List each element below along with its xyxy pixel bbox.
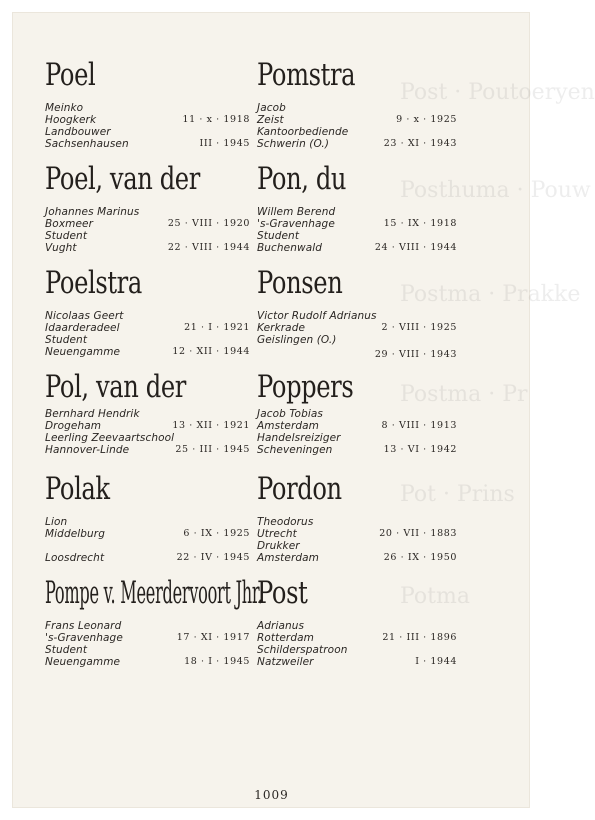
given-name: Bernhard Hendrik [45,408,140,420]
death-place: Hannover-Linde [45,444,130,456]
entry-details [45,516,250,564]
birth-row [45,420,250,432]
death-date: 12 · XII · 1944 [172,346,250,357]
surname: Poppers [257,369,354,405]
entry-pon-du [257,162,457,254]
given-name-row [45,516,250,528]
occupation: Student [45,644,88,656]
occupation: Landbouwer [45,126,111,138]
birth-date: 13 · XII · 1921 [172,420,250,431]
given-name-row [45,620,250,632]
surname: Poel [45,57,96,93]
death-place: Sachsenhausen [45,138,129,150]
entry-details [257,206,457,254]
birth-place: Utrecht [257,528,297,540]
birth-row [257,632,457,644]
death-place-row [257,334,457,346]
birth-row [45,632,250,644]
birth-place: Boxmeer [45,218,94,230]
birth-date: 15 · IX · 1918 [383,218,457,229]
show-through-text: Post · Poutoeryen Posthuma · Pouw Postma · Prakke Postma · Pr Pot · Prins Potma [400,80,595,609]
death-row [257,444,457,456]
birth-row [257,420,457,432]
death-row [45,242,250,254]
entry-polak [45,472,250,564]
birth-place: Middelburg [45,528,105,540]
occupation-row [257,432,457,444]
death-date: 18 · I · 1945 [184,656,250,667]
occupation-row [257,230,457,242]
birth-row [257,528,457,540]
surname: Pol, van der [45,369,186,405]
entry-poel [45,58,250,150]
occupation: Student [45,334,88,346]
entry-details [257,620,457,668]
entry-details [257,310,457,361]
birth-date: 8 · VIII · 1913 [381,420,457,431]
death-place: Neuengamme [45,346,121,358]
occupation: Student [45,230,88,242]
surname: Pomstra [257,57,356,93]
given-name-row [45,102,250,114]
occupation: Kantoorbediende [257,126,349,138]
birth-place: Drogeham [45,420,102,432]
given-name: Meinko [45,102,84,114]
given-name-row [257,408,457,420]
birth-place: 's-Gravenhage [257,218,335,230]
occupation-row [45,126,250,138]
entry-poppers [257,370,457,456]
entry-pol-van-der [45,370,250,456]
birth-row [257,322,457,334]
death-row [45,346,250,358]
given-name: Frans Leonard [45,620,122,632]
death-place: Natzweiler [257,656,314,668]
entry-pordon [257,472,457,564]
birth-date: 9 · x · 1925 [396,114,457,125]
surname: Pon, du [257,161,347,197]
birth-place: Idaarderadeel [45,322,120,334]
entry-pomstra [257,58,457,150]
occupation-row [45,644,250,656]
death-row [257,656,457,668]
birth-place: Hoogkerk [45,114,97,126]
birth-date: 17 · XI · 1917 [176,632,250,643]
entry-details [257,408,457,456]
birth-date: 6 · IX · 1925 [183,528,250,539]
death-row [45,444,250,456]
occupation-row [45,432,250,444]
death-date: 22 · IV · 1945 [176,552,250,563]
entry-post [257,576,457,668]
death-row [45,656,250,668]
given-name: Victor Rudolf Adrianus [257,310,377,322]
given-name: Adrianus [257,620,305,632]
entry-details [45,408,250,456]
death-date: III · 1945 [199,138,250,149]
birth-date: 21 · I · 1921 [184,322,250,333]
occupation-row [45,540,250,552]
birth-row [45,218,250,230]
death-date: 26 · IX · 1950 [383,552,457,563]
occupation: Drukker [257,540,300,552]
death-row [257,138,457,150]
occupation-row [45,230,250,242]
surname: Poelstra [45,265,142,301]
occupation: Schilderspatroon [257,644,348,656]
occupation-row [45,334,250,346]
entry-poelstra [45,266,250,358]
given-name-row [257,102,457,114]
birth-row [45,114,250,126]
birth-place: 's-Gravenhage [45,632,123,644]
surname: Post [257,575,308,611]
death-date: 23 · XI · 1943 [383,138,457,149]
occupation-row [257,126,457,138]
given-name: Nicolaas Geert [45,310,124,322]
entry-pompe-v-meerdervoort [45,575,263,668]
death-row [45,138,250,150]
given-name: Theodorus [257,516,314,528]
death-place: Buchenwald [257,242,323,254]
occupation: Leerling Zeevaartschool [45,432,175,444]
birth-date: 11 · x · 1918 [182,114,250,125]
given-name: Jacob Tobias [257,408,323,420]
occupation-row [257,644,457,656]
given-name: Johannes Marinus [45,206,140,218]
given-name-row [257,206,457,218]
occupation: Student [257,230,300,242]
birth-row [257,218,457,230]
death-place: Loosdrecht [45,552,105,564]
surname: Pordon [257,471,342,507]
surname: Polak [45,471,110,507]
death-date: 22 · VIII · 1944 [167,242,250,253]
birth-place: Amsterdam [257,420,320,432]
occupation: Handelsreiziger [257,432,341,444]
surname: Ponsen [257,265,343,301]
entry-ponsen [257,266,457,361]
entry-details [45,620,250,668]
death-date: 13 · VI · 1942 [383,444,457,455]
surname: Pompe v. Meerdervoort Jhr. [45,575,263,611]
death-date: 24 · VIII · 1944 [374,242,457,253]
death-date: I · 1944 [415,656,457,667]
given-name-row [257,310,457,322]
death-place: Schwerin (O.) [257,138,330,150]
surname: Poel, van der [45,161,200,197]
given-name-row [257,620,457,632]
birth-date: 21 · III · 1896 [382,632,457,643]
death-row [45,552,250,564]
given-name-row [45,408,250,420]
birth-place: Kerkrade [257,322,306,334]
death-place: Geislingen (O.) [257,334,337,346]
death-row [257,552,457,564]
death-place: Neuengamme [45,656,121,668]
death-date-row [257,349,457,361]
entry-poel-van-der [45,162,250,254]
given-name-row [257,516,457,528]
birth-place: Rotterdam [257,632,314,644]
death-date: 25 · III · 1945 [175,444,250,455]
birth-date: 25 · VIII · 1920 [167,218,250,229]
given-name: Jacob [257,102,286,114]
given-name-row [45,310,250,322]
birth-row [257,114,457,126]
death-place: Scheveningen [257,444,333,456]
birth-row [45,322,250,334]
death-place: Amsterdam [257,552,320,564]
death-place: Vught [45,242,77,254]
birth-place: Zeist [257,114,284,126]
birth-date: 20 · VII · 1883 [379,528,457,539]
entry-details [45,102,250,150]
occupation-row [257,540,457,552]
death-date: 29 · VIII · 1943 [374,349,457,360]
given-name: Willem Berend [257,206,336,218]
entry-details [257,102,457,150]
birth-date: 2 · VIII · 1925 [381,322,457,333]
given-name-row [45,206,250,218]
entry-details [257,516,457,564]
given-name: Lion [45,516,68,528]
death-row [257,242,457,254]
page-number: 1009 [254,788,289,802]
birth-row [45,528,250,540]
entry-details [45,310,250,358]
entry-details [45,206,250,254]
